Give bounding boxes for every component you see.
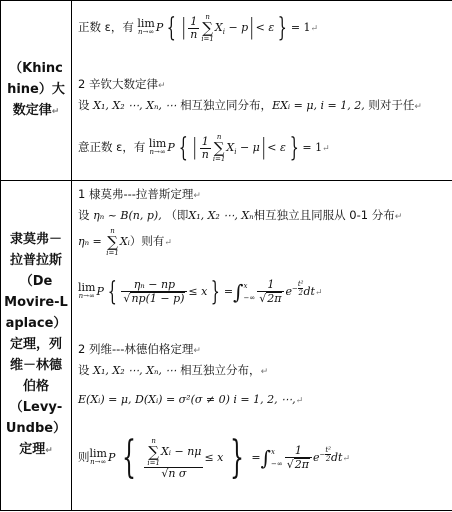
abs-bar: | [250, 15, 254, 40]
left-brace: { [107, 277, 117, 307]
theorem-name-cell [1, 181, 72, 511]
exponential-base: e [312, 451, 320, 464]
theorem-name-line: Movire-L [4, 295, 68, 310]
table-row [1, 1, 452, 181]
theorem-name-line: （De [19, 274, 53, 289]
theorem-name-line: 定理，列 [9, 337, 62, 352]
theorem-description: 设 ηₙ ~ B(n, p), （即X₁, X₂ ⋯, Xₙ相互独立且同服从 0-1 分布↵ [78, 208, 403, 222]
binomial-distribution: ηₙ ~ B(n, p), [93, 209, 162, 222]
probability-symbol: P [107, 451, 116, 464]
theorem-content-cell [72, 1, 452, 181]
exponential-base: e [285, 285, 292, 298]
theorem-name-line: 定理↵ [19, 442, 53, 457]
paragraph-mark: ↵ [322, 144, 330, 154]
paragraph-mark: ↵ [164, 238, 172, 248]
fraction: $\frac{1}{n}$ [190, 14, 198, 41]
limit-operator: lim n→∞ [137, 17, 155, 36]
theorem-content-cell [72, 181, 452, 511]
formula-condition: < ε [267, 141, 286, 154]
sum-operator: n ∑ i=1 [147, 436, 160, 467]
expectation-condition: EXᵢ = μ, i = 1, 2, [272, 99, 365, 112]
formula-prefix: 正数 ε，有 [78, 20, 134, 34]
formula-term: − μ [236, 141, 260, 154]
paragraph-mark: ↵ [314, 288, 323, 298]
fraction: n ∑ i=1 Xᵢ − nμ √n σ [144, 437, 203, 480]
sum-term: $X_i$ [226, 141, 237, 157]
right-brace: } [211, 277, 221, 307]
fraction: $\frac{1}{√2\pi}$ [285, 445, 312, 471]
integral-sign: ∫ [260, 446, 271, 470]
theorem-name-line: （Levy- [9, 400, 63, 415]
theorem-name-line: 隶莫弗－ [9, 232, 62, 247]
formula-prefix: 则 [78, 450, 90, 464]
variable-list: X₁, X₂ ⋯, Xₙ, ⋯ [93, 99, 177, 112]
sum-operator: n ∑ i=1 [201, 13, 214, 43]
limit-operator: lim n→∞ [148, 137, 167, 156]
bernoulli-formula [78, 13, 318, 43]
theorem-name-cell [1, 1, 72, 181]
theorem-name-line: 伯格 [22, 379, 49, 394]
left-brace: { [166, 13, 177, 43]
fraction: $\frac{1}{n}$ [201, 134, 209, 161]
theorem-name-line [4, 100, 68, 123]
eta-symbol: ηₙ = [78, 235, 102, 248]
paragraph-mark: ↵ [310, 24, 319, 34]
table-row [1, 181, 452, 511]
theorem-name-line: 维－林德 [9, 358, 62, 373]
paragraph-mark: ↵ [394, 212, 403, 222]
moment-conditions: E(Xᵢ) = μ, D(Xᵢ) = σ²(σ ≠ 0) i = 1, 2, ⋯,↵ [78, 393, 304, 406]
section-title: 1 棣莫弗---拉普斯定理↵ [78, 187, 201, 201]
paragraph-mark: ↵ [193, 346, 201, 356]
paragraph-mark: ↵ [51, 107, 60, 117]
sum-term: Xᵢ [119, 235, 130, 248]
exponent: − $\frac{\text{t²}}{2}$ [319, 445, 331, 463]
fraction: $\frac{1}{√2\pi}$ [257, 279, 284, 305]
abs-bar: | [261, 135, 266, 160]
left-brace: { [122, 432, 137, 483]
sum-operator: n ∑ i=1 [106, 227, 119, 257]
probability-symbol: P [96, 285, 104, 298]
left-brace: { [178, 133, 188, 163]
theorem-name-line: （Khinc [9, 61, 63, 76]
section-title: 2 辛钦大数定律↵ [78, 77, 166, 91]
sum-term: $X_i$ [214, 21, 225, 37]
limit-operator: lim n→∞ [89, 447, 107, 466]
eta-definition: ηₙ = n ∑ i=1 Xᵢ）则有↵ [78, 227, 172, 257]
theorem-name-text: 数定律 [12, 103, 52, 118]
right-brace: } [278, 13, 288, 43]
levy-lindeberg-formula: 则 lim n→∞ P { n ∑ i=1 Xᵢ − nμ √n σ ≤ x } =∫ x −∞ $\frac{1}{√2\pi}$ e− $\frac{\text{t²}}{2}$ dt↵ [78, 432, 350, 483]
integral-sign: ∫ [233, 280, 244, 304]
de-moivre-laplace-formula: lim n→∞ P { $\frac{\text{ηₙ − np}}{√np(1 - p)}$ ≤ x } =∫ x −∞ $\frac{1}{√2\pi}$ e− $\frac{\text{t²}}{2}$ dt↵ [78, 277, 323, 307]
khinchine-formula [78, 133, 330, 163]
right-brace: } [230, 432, 245, 483]
right-brace: } [289, 133, 299, 163]
paragraph-mark: ↵ [295, 396, 304, 406]
theorem-description: 设 X₁, X₂ ⋯, Xₙ, ⋯ 相互独立同分布，EXᵢ = μ, i = 1, 2, 则对于任↵ [78, 98, 422, 112]
differential: dt [303, 285, 315, 298]
formula-result: = 1 [290, 21, 311, 34]
theorem-name [4, 58, 68, 123]
differential: dt [330, 451, 343, 464]
theorem-name-line: 拉普拉斯 [9, 253, 62, 268]
theorem-description: 设 X₁, X₂ ⋯, Xₙ, ⋯ 相互独立分布，↵ [78, 363, 269, 377]
theorem-name [4, 229, 68, 462]
theorem-name-line: hine）大 [7, 82, 65, 97]
formula-term: − p [224, 21, 249, 34]
integral-limits: x −∞ [271, 448, 283, 468]
paragraph-mark: ↵ [45, 446, 53, 456]
formula-prefix: 意正数 ε，有 [78, 140, 146, 154]
paragraph-mark: ↵ [157, 81, 166, 91]
abs-bar: | [181, 15, 186, 40]
paragraph-mark: ↵ [414, 102, 422, 112]
exponent: − $\frac{\text{t²}}{2}$ [291, 279, 304, 297]
formula-condition: ≤ x [188, 285, 208, 298]
variable-list: X₁, X₂ ⋯, Xₙ, ⋯ [93, 364, 177, 377]
sum-operator: n ∑ i=1 [212, 133, 226, 163]
sqrt-sign: √ [123, 292, 131, 305]
paragraph-mark: ↵ [260, 367, 269, 377]
limit-operator: lim n→∞ [78, 281, 96, 300]
integral-limits: x −∞ [243, 282, 256, 302]
paragraph-mark: ↵ [193, 191, 201, 201]
probability-symbol: P [167, 141, 175, 154]
section-title: 2 列维---林德伯格定理↵ [78, 342, 201, 356]
probability-symbol: P [155, 21, 164, 34]
formula-condition: < ε [255, 21, 275, 34]
paragraph-mark: ↵ [342, 454, 350, 464]
theorem-name-line: aplace） [5, 316, 67, 331]
abs-bar: | [193, 135, 197, 160]
formula-result: = 1 [302, 141, 323, 154]
fraction: $\frac{\text{ηₙ − np}}{√np(1 - p)}$ [121, 279, 187, 305]
variable-list: X₁, X₂ ⋯, Xₙ [188, 209, 254, 222]
formula-condition: ≤ x [204, 451, 224, 464]
theorem-name-line: Undbe） [5, 421, 67, 436]
